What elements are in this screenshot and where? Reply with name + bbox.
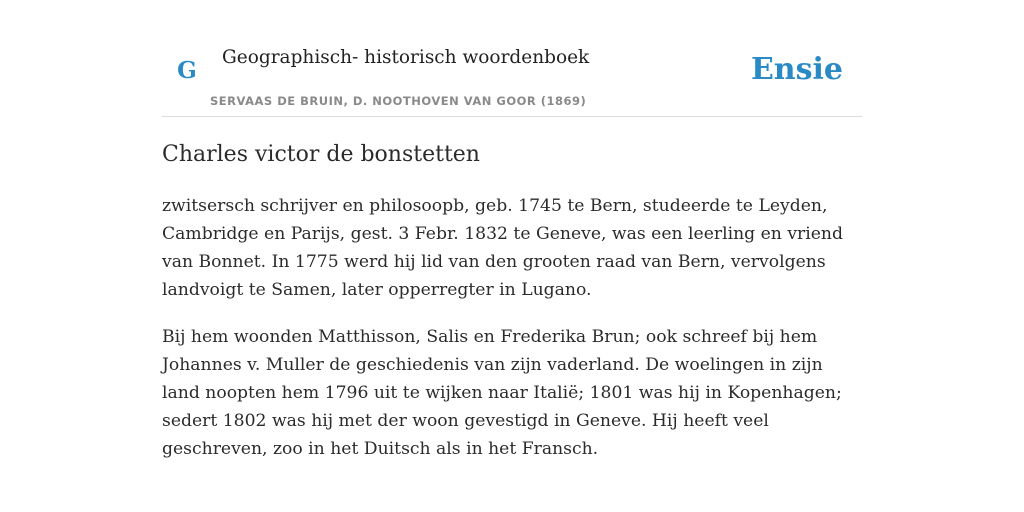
book-author: SERVAAS DE BRUIN, D. NOOTHOVEN VAN GOOR (1869) <box>210 94 587 108</box>
book-icon[interactable]: G <box>177 57 197 84</box>
book-title[interactable]: Geographisch- historisch woordenboek <box>222 47 590 68</box>
ensie-logo[interactable]: Ensie <box>750 52 843 87</box>
entry-body <box>162 192 862 482</box>
entry-title: Charles victor de bonstetten <box>162 142 480 167</box>
entry-paragraph: Bij hem woonden Matthisson, Salis en Frederika Brun; ook schreef bij hem Johannes v. Muller de geschiedenis van zijn vaderland. De woelingen in zijn land noopten hem 1796 uit te wijken naar Italië; 1801 was hij in Kopenhagen; sedert 1802 was hij met der woon gevestigd in Geneve. Hij heeft veel geschreven, zoo in het Duitsch als in het Fransch. <box>162 327 842 459</box>
entry-paragraph: zwitsersch schrijver en philosoopb, geb. 1745 te Bern, studeerde te Leyden, Cambridge en Parijs, gest. 3 Febr. 1832 te Geneve, was een leerling en vriend van Bonnet. In 1775 werd hij lid van den grooten raad van Bern, vervolgens landvoigt te Samen, later opperregter in Lugano. <box>162 196 843 300</box>
book-header <box>162 40 862 117</box>
